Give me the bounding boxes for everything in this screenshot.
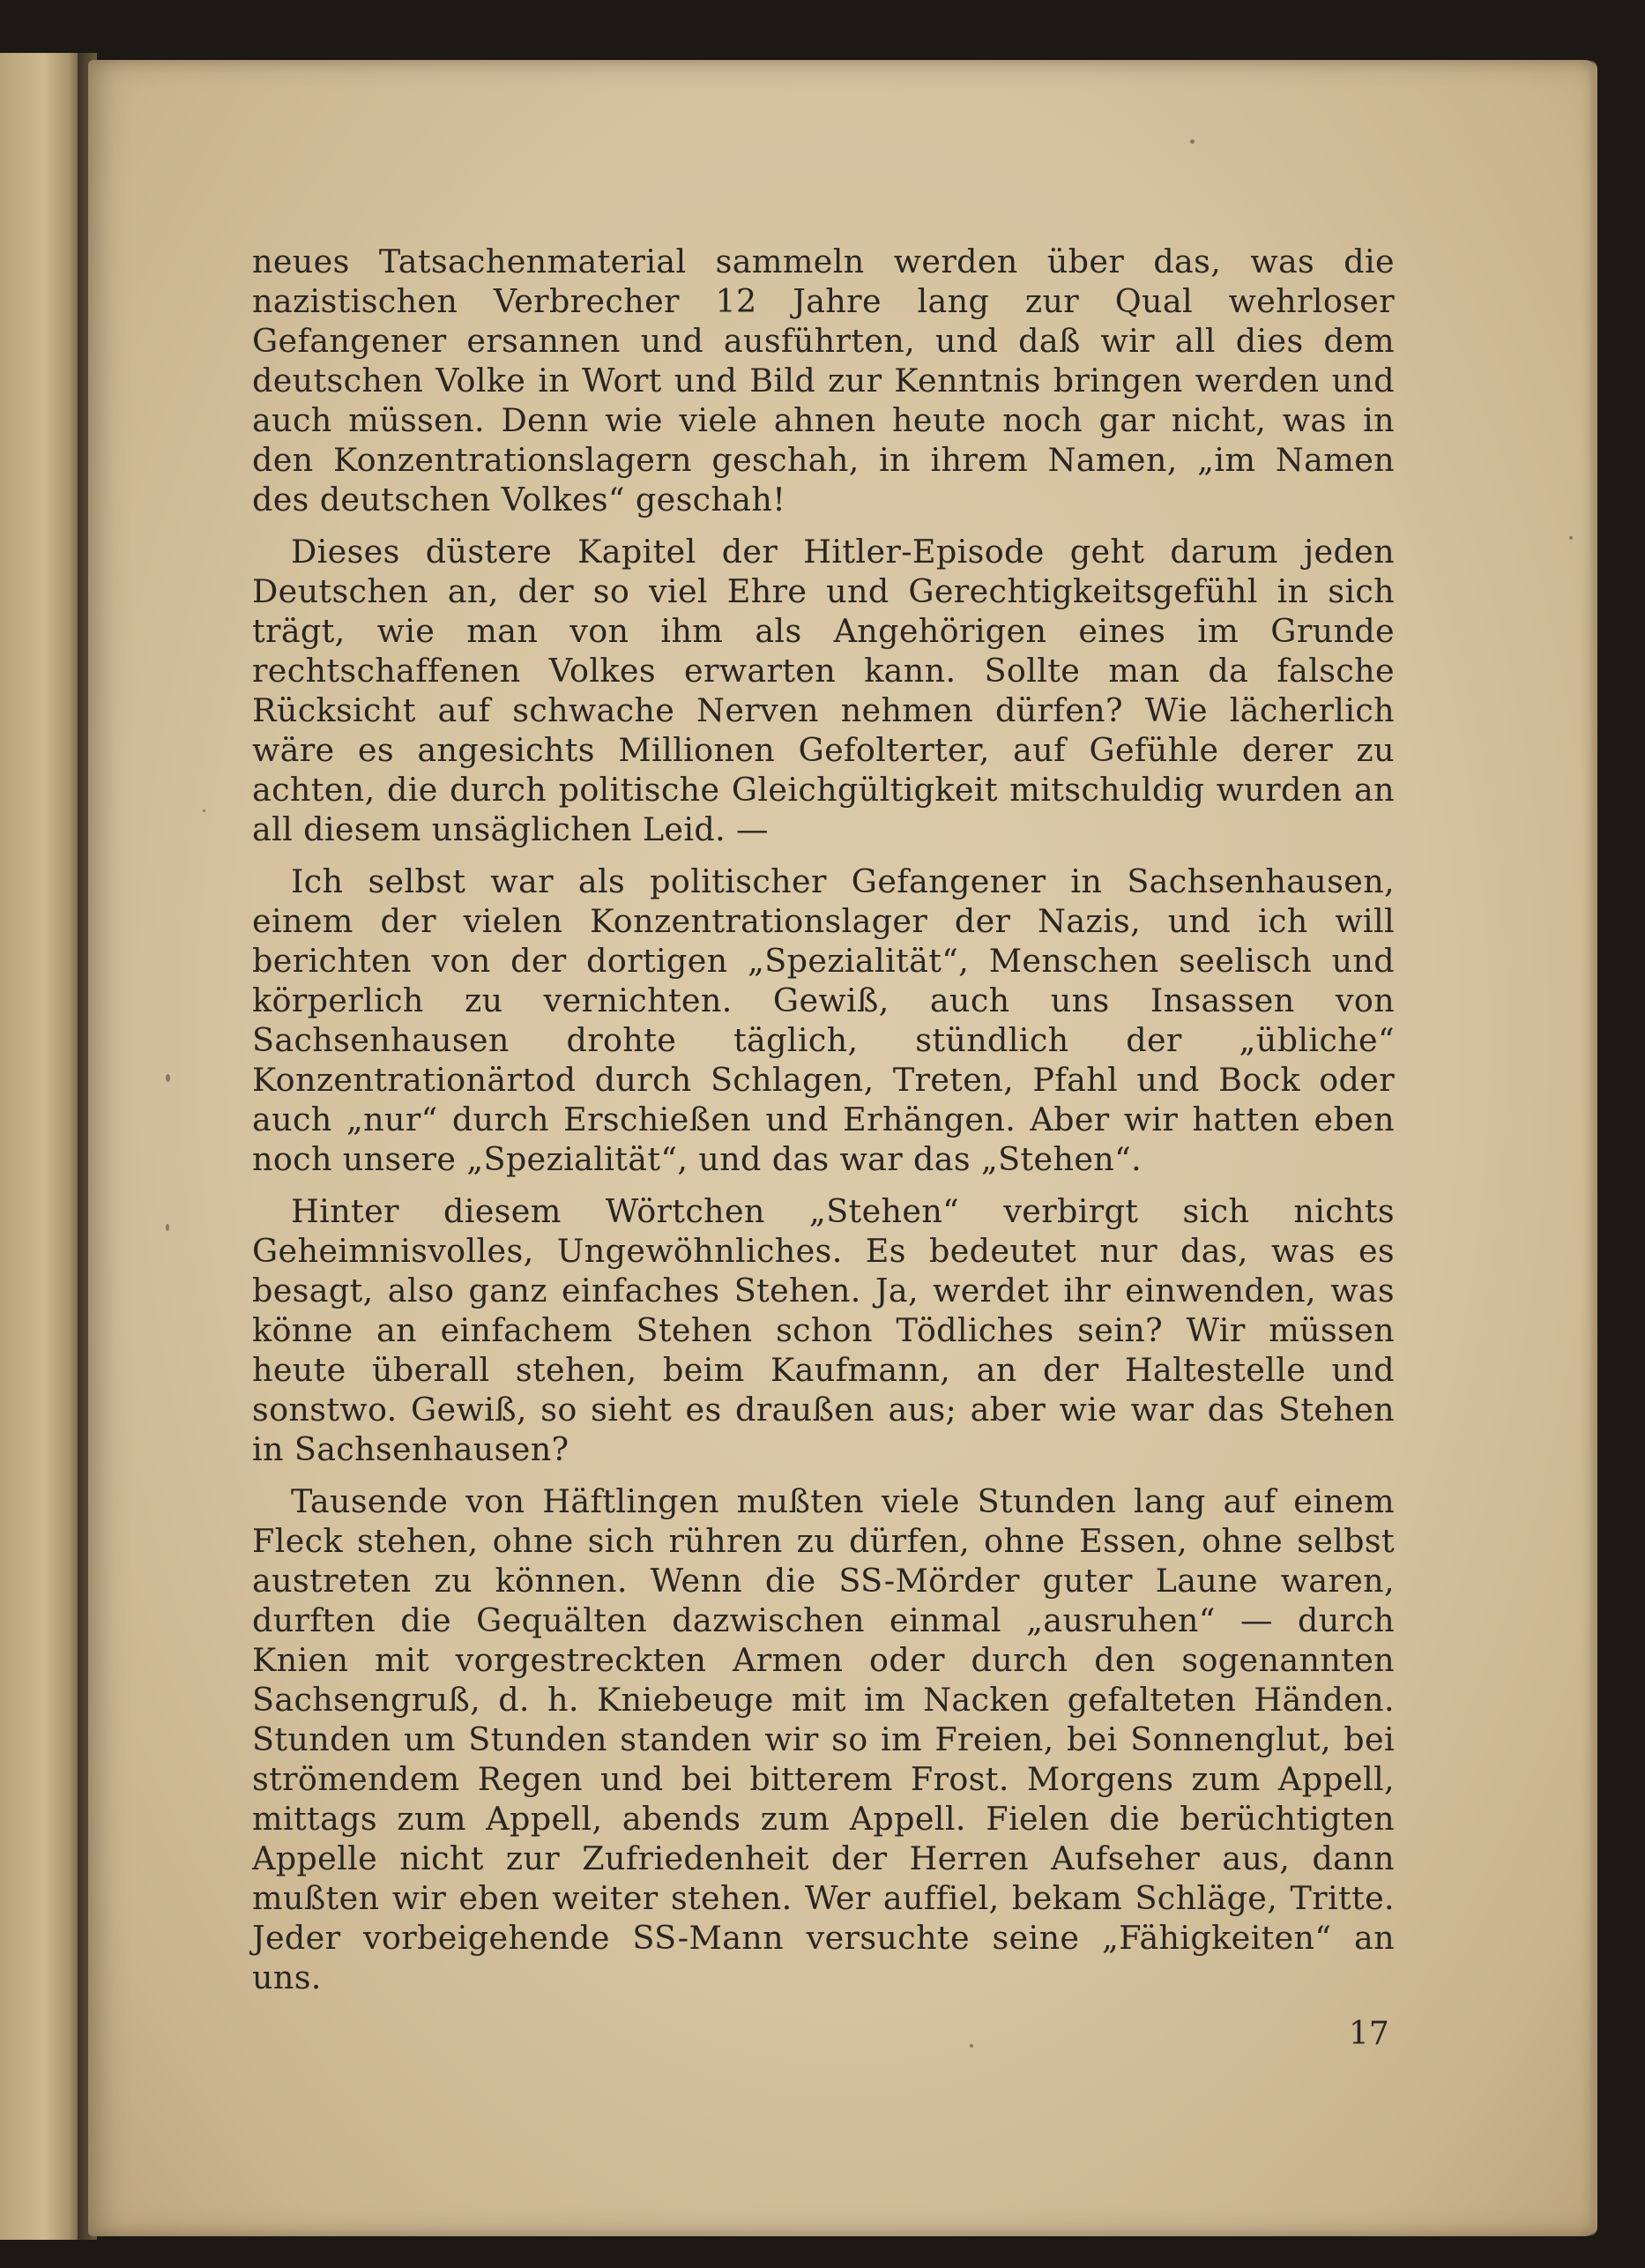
page-number: 17 [1349, 2016, 1389, 2052]
paper-speck [166, 1224, 169, 1231]
paragraph-5: Tausende von Häftlingen mußten viele Stunden lang auf einem Fleck stehen, ohne sich rühren zu dürfen, ohne Essen, ohne selbst austreten zu können. Wenn die SS-Mörder guter Laune waren, durften die Gequälten dazwischen einmal „ausruhen“ — durch Knien mit vorgestreckten Armen oder durch den sogenannten Sachsengruß, d. h. Kniebeuge mit im Nacken gefalteten Händen. Stunden um Stunden standen wir so im Freien, bei Sonnenglut, bei strömendem Regen und bei bitterem Frost. Morgens zum Appell, mittags zum Appell, abends zum Appell. Fielen die berüchtigten Appelle nicht zur Zufriedenheit der Herren Aufseher aus, dann mußten wir eben weiter stehen. Wer auffiel, bekam Schläge, Tritte. Jeder vorbeigehende SS-Mann versuchte seine „Fähigkeiten“ an uns. [252, 1482, 1395, 1996]
paper-speck [166, 1074, 170, 1082]
paragraph-4: Hinter diesem Wörtchen „Stehen“ verbirgt sich nichts Geheimnisvolles, Ungewöhnliches. Es bedeutet nur das, was es besagt, also ganz einfaches Stehen. Ja, werdet ihr einwenden, was könne an einfachem Stehen schon Tödliches sein? Wir müssen heute überall stehen, beim Kaufmann, an der Haltestelle und sonstwo. Gewiß, so sieht es draußen aus; aber wie war das Stehen in Sachsenhausen? [252, 1192, 1395, 1468]
book-page [88, 60, 1597, 2236]
paragraph-2: Dieses düstere Kapitel der Hitler-Episode geht darum jeden Deutschen an, der so viel Ehre und Gerechtigkeitsgefühl in sich trägt, wie man von ihm als Angehörigen eines im Grunde rechtschaffenen Volkes erwarten kann. Sollte man da falsche Rücksicht auf schwache Nerven nehmen dürfen? Wie lächerlich wäre es angesichts Millionen Gefolterter, auf Gefühle derer zu achten, die durch politische Gleichgültigkeit mitschuldig wurden an all diesem unsäglichen Leid. — [252, 533, 1395, 848]
page-edge [1589, 60, 1597, 2236]
page-text [252, 242, 1395, 2010]
paragraph-3: Ich selbst war als politischer Gefangener in Sachsenhausen, einem der vielen Konzentrationslager der Nazis, und ich will berichten von der dortigen „Spezialität“, Menschen seelisch und körperlich zu vernichten. Gewiß, auch uns Insassen von Sachsenhausen drohte täglich, stündlich der „übliche“ Konzentrationärtod durch Schlagen, Treten, Pfahl und Bock oder auch „nur“ durch Erschießen und Erhängen. Aber wir hatten eben noch unsere „Spezialität“, und das war das „Stehen“. [252, 862, 1395, 1178]
paragraph-1: neues Tatsachenmaterial sammeln werden über das, was die nazistischen Verbrecher 12 Jahre lang zur Qual wehrloser Gefangener ersannen und ausführten, und daß wir all dies dem deutschen Volke in Wort und Bild zur Kenntnis bringen werden und auch müssen. Denn wie viele ahnen heute noch gar nicht, was in den Konzentrationslagern geschah, in ihrem Namen, „im Namen des deutschen Volkes“ geschah! [252, 242, 1395, 519]
paper-speck [203, 809, 205, 812]
paper-speck [1190, 139, 1195, 144]
paper-speck [970, 2044, 973, 2048]
left-page-edge [0, 53, 81, 2240]
paper-speck [1569, 536, 1573, 540]
